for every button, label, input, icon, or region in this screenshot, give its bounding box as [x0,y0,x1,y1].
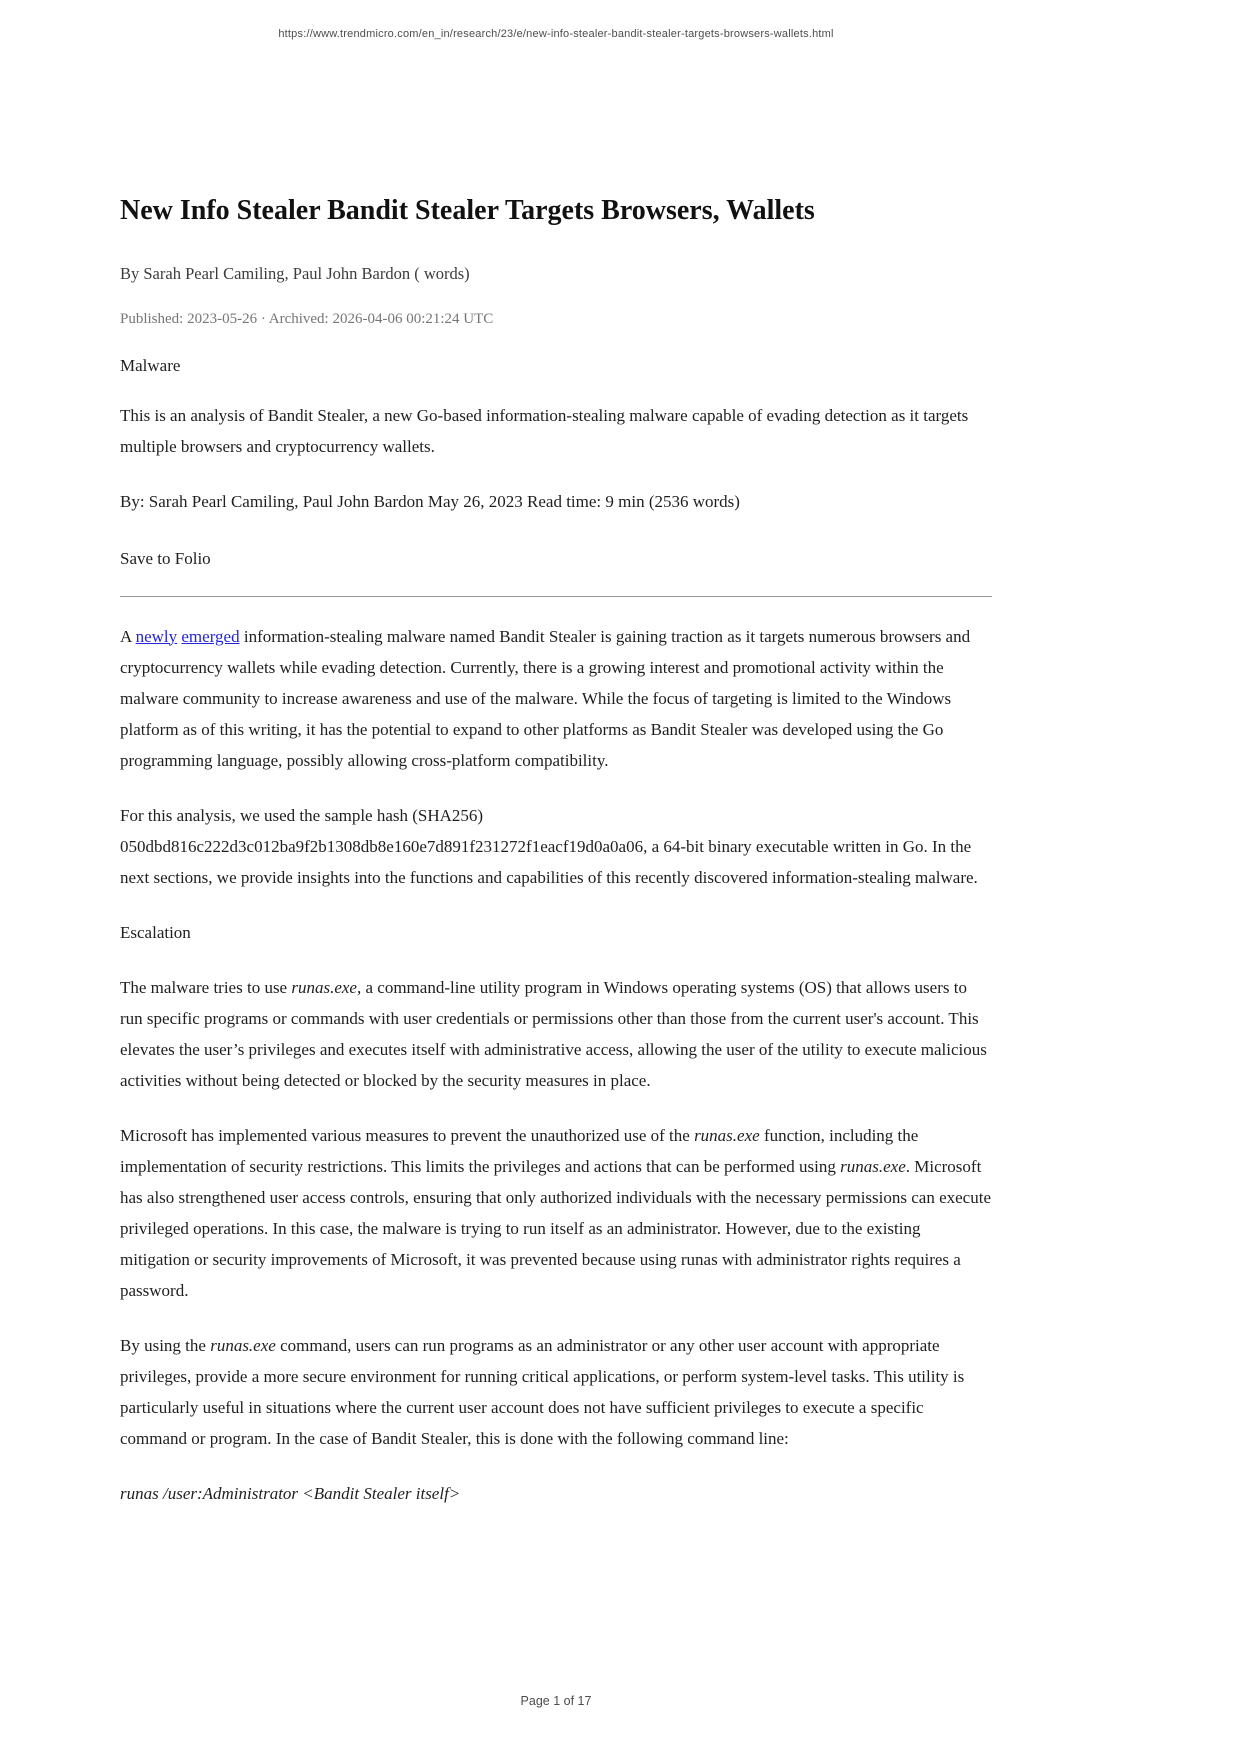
published-archived-line: Published: 2023-05-26 · Archived: 2026-04-06 00:21:24 UTC [120,310,494,327]
source-url: https://www.trendmicro.com/en_in/research/23/e/new-info-stealer-bandit-stealer-targets-browsers-wallets.html [278,28,834,40]
italic-text: runas.exe [210,1335,276,1355]
page-number: Page 1 of 17 [520,1694,592,1708]
category-label: Malware [120,355,181,375]
paragraph-analysis-hash: For this analysis, we used the sample hash (SHA256) 050dbd816c222d3c012ba9f2b1308db8e160e7d891f231272f1eacf19d0a0a06, a 64-bit binary executable written in Go. In the next sections, we provide insights into the functions and capabilities of this recently discovered information-stealing malware. [120,805,978,887]
italic-text: runas.exe [291,977,357,997]
article-summary: This is an analysis of Bandit Stealer, a new Go-based information-stealing malware capable of evading detection as it targets multiple browsers and cryptocurrency wallets. [120,405,969,456]
paragraph-escalation-1: The malware tries to use runas.exe, a command-line utility program in Windows operating systems (OS) that allows users to run specific programs or commands with user credentials or permissions other than those from the current user's account. This elevates the user’s privileges and executes itself with administrative access, allowing the user of the utility to execute malicious activities without being detected or blocked by the security measures in place. [120,977,987,1090]
section-heading-escalation: Escalation [120,922,191,942]
article-content [120,0,992,1509]
italic-text: runas.exe [840,1156,906,1176]
byline: By Sarah Pearl Camiling, Paul John Bardon ( words) [120,263,470,283]
page-title: New Info Stealer Bandit Stealer Targets Browsers, Wallets [120,195,815,226]
inline-link[interactable]: emerged [181,626,240,646]
meta-line: By: Sarah Pearl Camiling, Paul John Bardon May 26, 2023 Read time: 9 min (2536 words) [120,491,740,511]
italic-text: runas.exe [694,1125,760,1145]
command-line-text [120,1478,992,1509]
paragraph-intro: A newly emerged information-stealing malware named Bandit Stealer is gaining traction as it targets numerous browsers and cryptocurrency wallets while evading detection. Currently, there is a growing interest and promotional activity within the malware community to increase awareness and use of the malware. While the focus of targeting is limited to the Windows platform as of this writing, it has the potential to expand to other platforms as Bandit Stealer was developed using the Go programming language, possibly allowing cross-platform compatibility. [120,626,971,770]
paragraph-escalation-3: By using the runas.exe command, users can run programs as an administrator or any other user account with appropriate privileges, provide a more secure environment for running critical applications, or perform system-level tasks. This utility is particularly useful in situations where the current user account does not have sufficient privileges to execute a specific command or program. In the case of Bandit Stealer, this is done with the following command line: [120,1335,965,1448]
inline-link[interactable]: newly [135,626,178,646]
save-to-folio-link[interactable]: Save to Folio [120,548,211,568]
italic-text: runas /user:Administrator <Bandit Stealer itself> [120,1483,461,1503]
paragraph-escalation-2: Microsoft has implemented various measures to prevent the unauthorized use of the runas.exe function, including the implementation of security restrictions. This limits the privileges and actions that can be performed using runas.exe. Microsoft has also strengthened user access controls, ensuring that only authorized individuals with the necessary permissions can execute privileged operations. In this case, the malware is trying to run itself as an administrator. However, due to the existing mitigation or security improvements of Microsoft, it was prevented because using runas with administrator rights requires a password. [120,1125,992,1300]
divider [120,596,992,597]
